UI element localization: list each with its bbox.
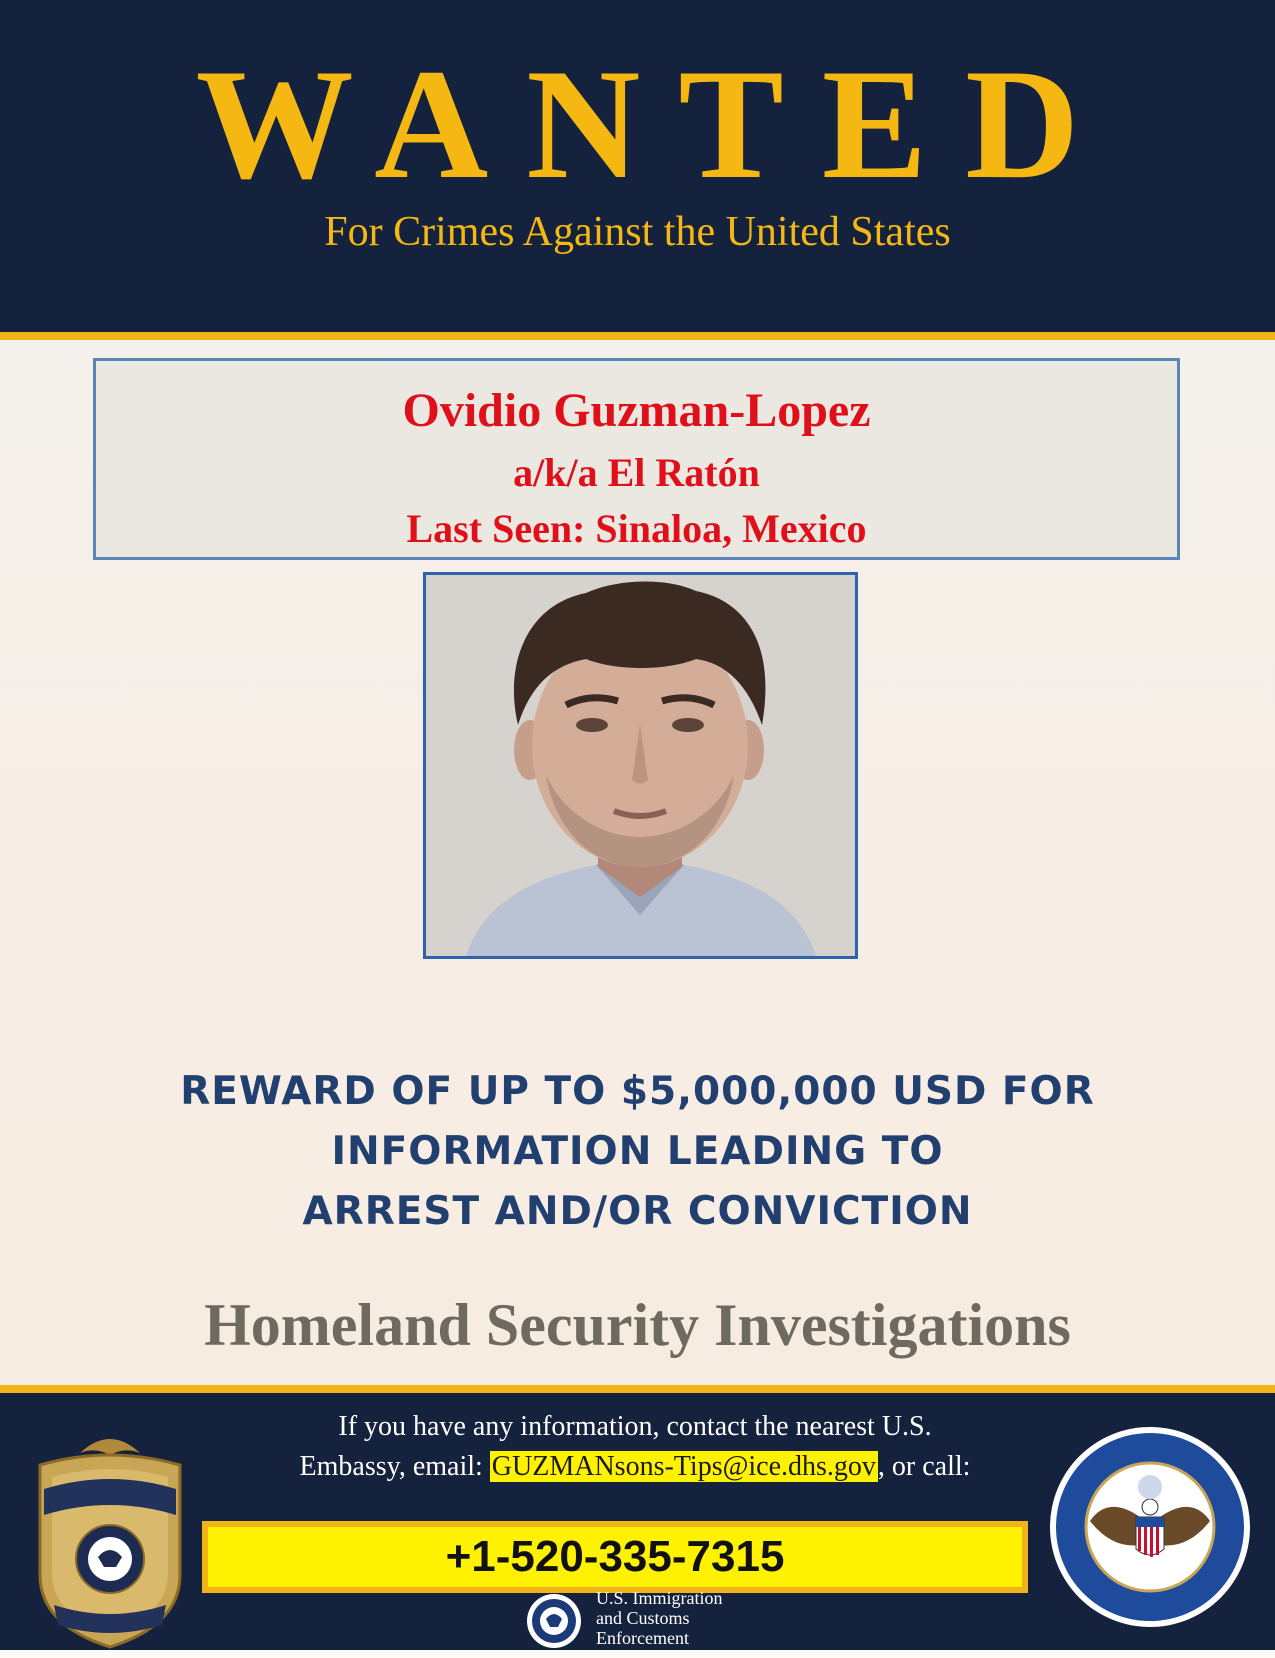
tip-email-link[interactable]: GUZMANsons-Tips@ice.dhs.gov — [491, 1451, 876, 1482]
subject-name: Ovidio Guzman-Lopez — [402, 384, 871, 437]
reward-line-2: INFORMATION LEADING TO — [331, 1129, 944, 1174]
contact-line-2 — [200, 1447, 1070, 1487]
agency-name: Homeland Security Investigations — [204, 1292, 1071, 1358]
subject-alias: a/k/a El Ratón — [513, 450, 760, 495]
ice-line-1: U.S. Immigration — [596, 1588, 723, 1608]
subject-photo — [423, 572, 858, 959]
footer-band — [0, 1385, 1275, 1650]
ice-line-2: and Customs — [596, 1608, 690, 1628]
dhs-seal-icon — [526, 1593, 582, 1649]
contact-line-1: If you have any information, contact the nearest U.S. — [338, 1411, 932, 1442]
contact-instructions — [200, 1407, 1070, 1487]
reward-line-1: REWARD OF UP TO $5,000,000 USD FOR — [180, 1069, 1095, 1114]
subject-photo-illustration — [426, 575, 855, 956]
header-band — [0, 0, 1275, 340]
wanted-subtitle: For Crimes Against the United States — [324, 209, 951, 255]
subject-info-box — [93, 358, 1180, 560]
ice-agency-label — [596, 1588, 796, 1648]
contact-line-2-prefix: Embassy, email: — [299, 1451, 490, 1482]
subject-last-seen: Last Seen: Sinaloa, Mexico — [406, 506, 867, 551]
ice-line-3: Enforcement — [596, 1628, 689, 1648]
reward-line-3: ARREST AND/OR CONVICTION — [302, 1189, 973, 1234]
contact-line-2-suffix: , or call: — [877, 1451, 971, 1482]
tip-phone-number[interactable]: +1-520-335-7315 — [202, 1521, 1028, 1593]
hsi-badge-icon — [30, 1425, 190, 1653]
wanted-title: WANTED — [195, 37, 1118, 212]
department-of-state-seal-icon — [1048, 1425, 1252, 1629]
reward-statement — [60, 1062, 1215, 1242]
